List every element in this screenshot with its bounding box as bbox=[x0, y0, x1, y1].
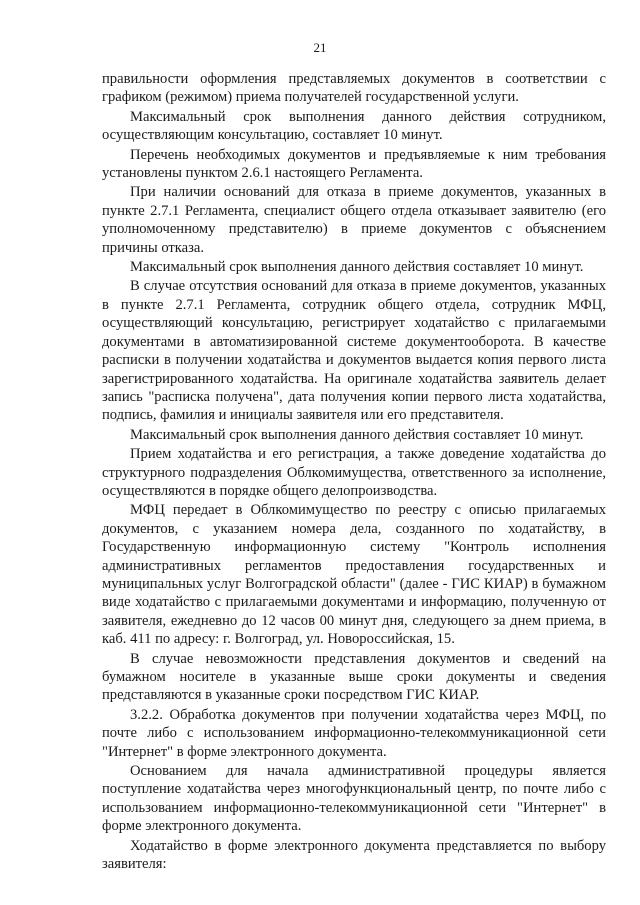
document-body bbox=[102, 70, 606, 874]
paragraph: Прием ходатайства и его регистрация, а также доведение ходатайства до структурного подразделения Облкомимущества, ответственного за исполнение, осуществляются в порядке общего делопроизводства. bbox=[102, 446, 606, 499]
paragraph: Максимальный срок выполнения данного действия сотрудником, осуществляющим консультацию, составляет 10 минут. bbox=[102, 108, 606, 144]
page-number: 21 bbox=[313, 40, 327, 55]
paragraph: Максимальный срок выполнения данного действия составляет 10 минут. bbox=[130, 259, 584, 276]
paragraph: При наличии оснований для отказа в приеме документов, указанных в пункте 2.7.1 Регламента, специалист общего отдела отказывает заявителю (его уполномоченному представителю) в приеме документов с объяснением причины отказа. bbox=[102, 184, 606, 256]
paragraph: Ходатайство в форме электронного документа представляется по выбору заявителя: bbox=[102, 837, 606, 873]
paragraph: В случае отсутствия оснований для отказа в приеме документов, указанных в пункте 2.7.1 Регламента, сотрудник общего отдела, сотрудник МФЦ, осуществляющий консультацию, регистрирует ходатайство с прилагаемыми документами в автоматизированной системе документооборота. В качестве расписки в получении ходатайства и документов выдается копия первого листа зарегистрированного ходатайства. На оригинале ходатайства заявитель делает запись "расписка получена", дата получения копии первого листа ходатайства, подпись, фамилия и инициалы заявителя или его представителя. bbox=[102, 278, 606, 424]
paragraph: В случае невозможности представления документов и сведений на бумажном носителе в указанные выше сроки документы и сведения представляются в указанные сроки посредством ГИС КИАР. bbox=[102, 650, 606, 704]
paragraph: Максимальный срок выполнения данного действия составляет 10 минут. bbox=[130, 426, 584, 443]
paragraph: Перечень необходимых документов и предъявляемые к ним требования установлены пунктом 2.6.1 настоящего Регламента. bbox=[102, 146, 606, 182]
paragraph: МФЦ передает в Облкомимущество по реестру с описью прилагаемых документов, с указанием номера дела, созданного по ходатайству, в Государственную информационную систему "Контроль исполнения административных регламентов предоставления государственных и муниципальных услуг Волгоградской области" (далее - ГИС КИАР) в бумажном виде ходатайство с прилагаемыми документами и информацию, полученную от заявителя, ежедневно до 12 часов 00 минут дня, следующего за днем приема, в каб. 411 по адресу: г. Волгоград, ул. Новороссийская, 15. bbox=[102, 502, 606, 648]
paragraph: правильности оформления представляемых документов в соответствии с графиком (режимом) приема получателей государственной услуги. bbox=[102, 71, 606, 106]
paragraph: 3.2.2. Обработка документов при получении ходатайства через МФЦ, по почте либо с использованием информационно-телекоммуникационной сети "Интернет" в форме электронного документа. bbox=[102, 706, 606, 760]
paragraph: Основанием для начала административной процедуры является поступление ходатайства через многофункциональный центр, по почте либо с использованием информационно-телекоммуникационной сети "Интернет" в форме электронного документа. bbox=[102, 763, 606, 835]
